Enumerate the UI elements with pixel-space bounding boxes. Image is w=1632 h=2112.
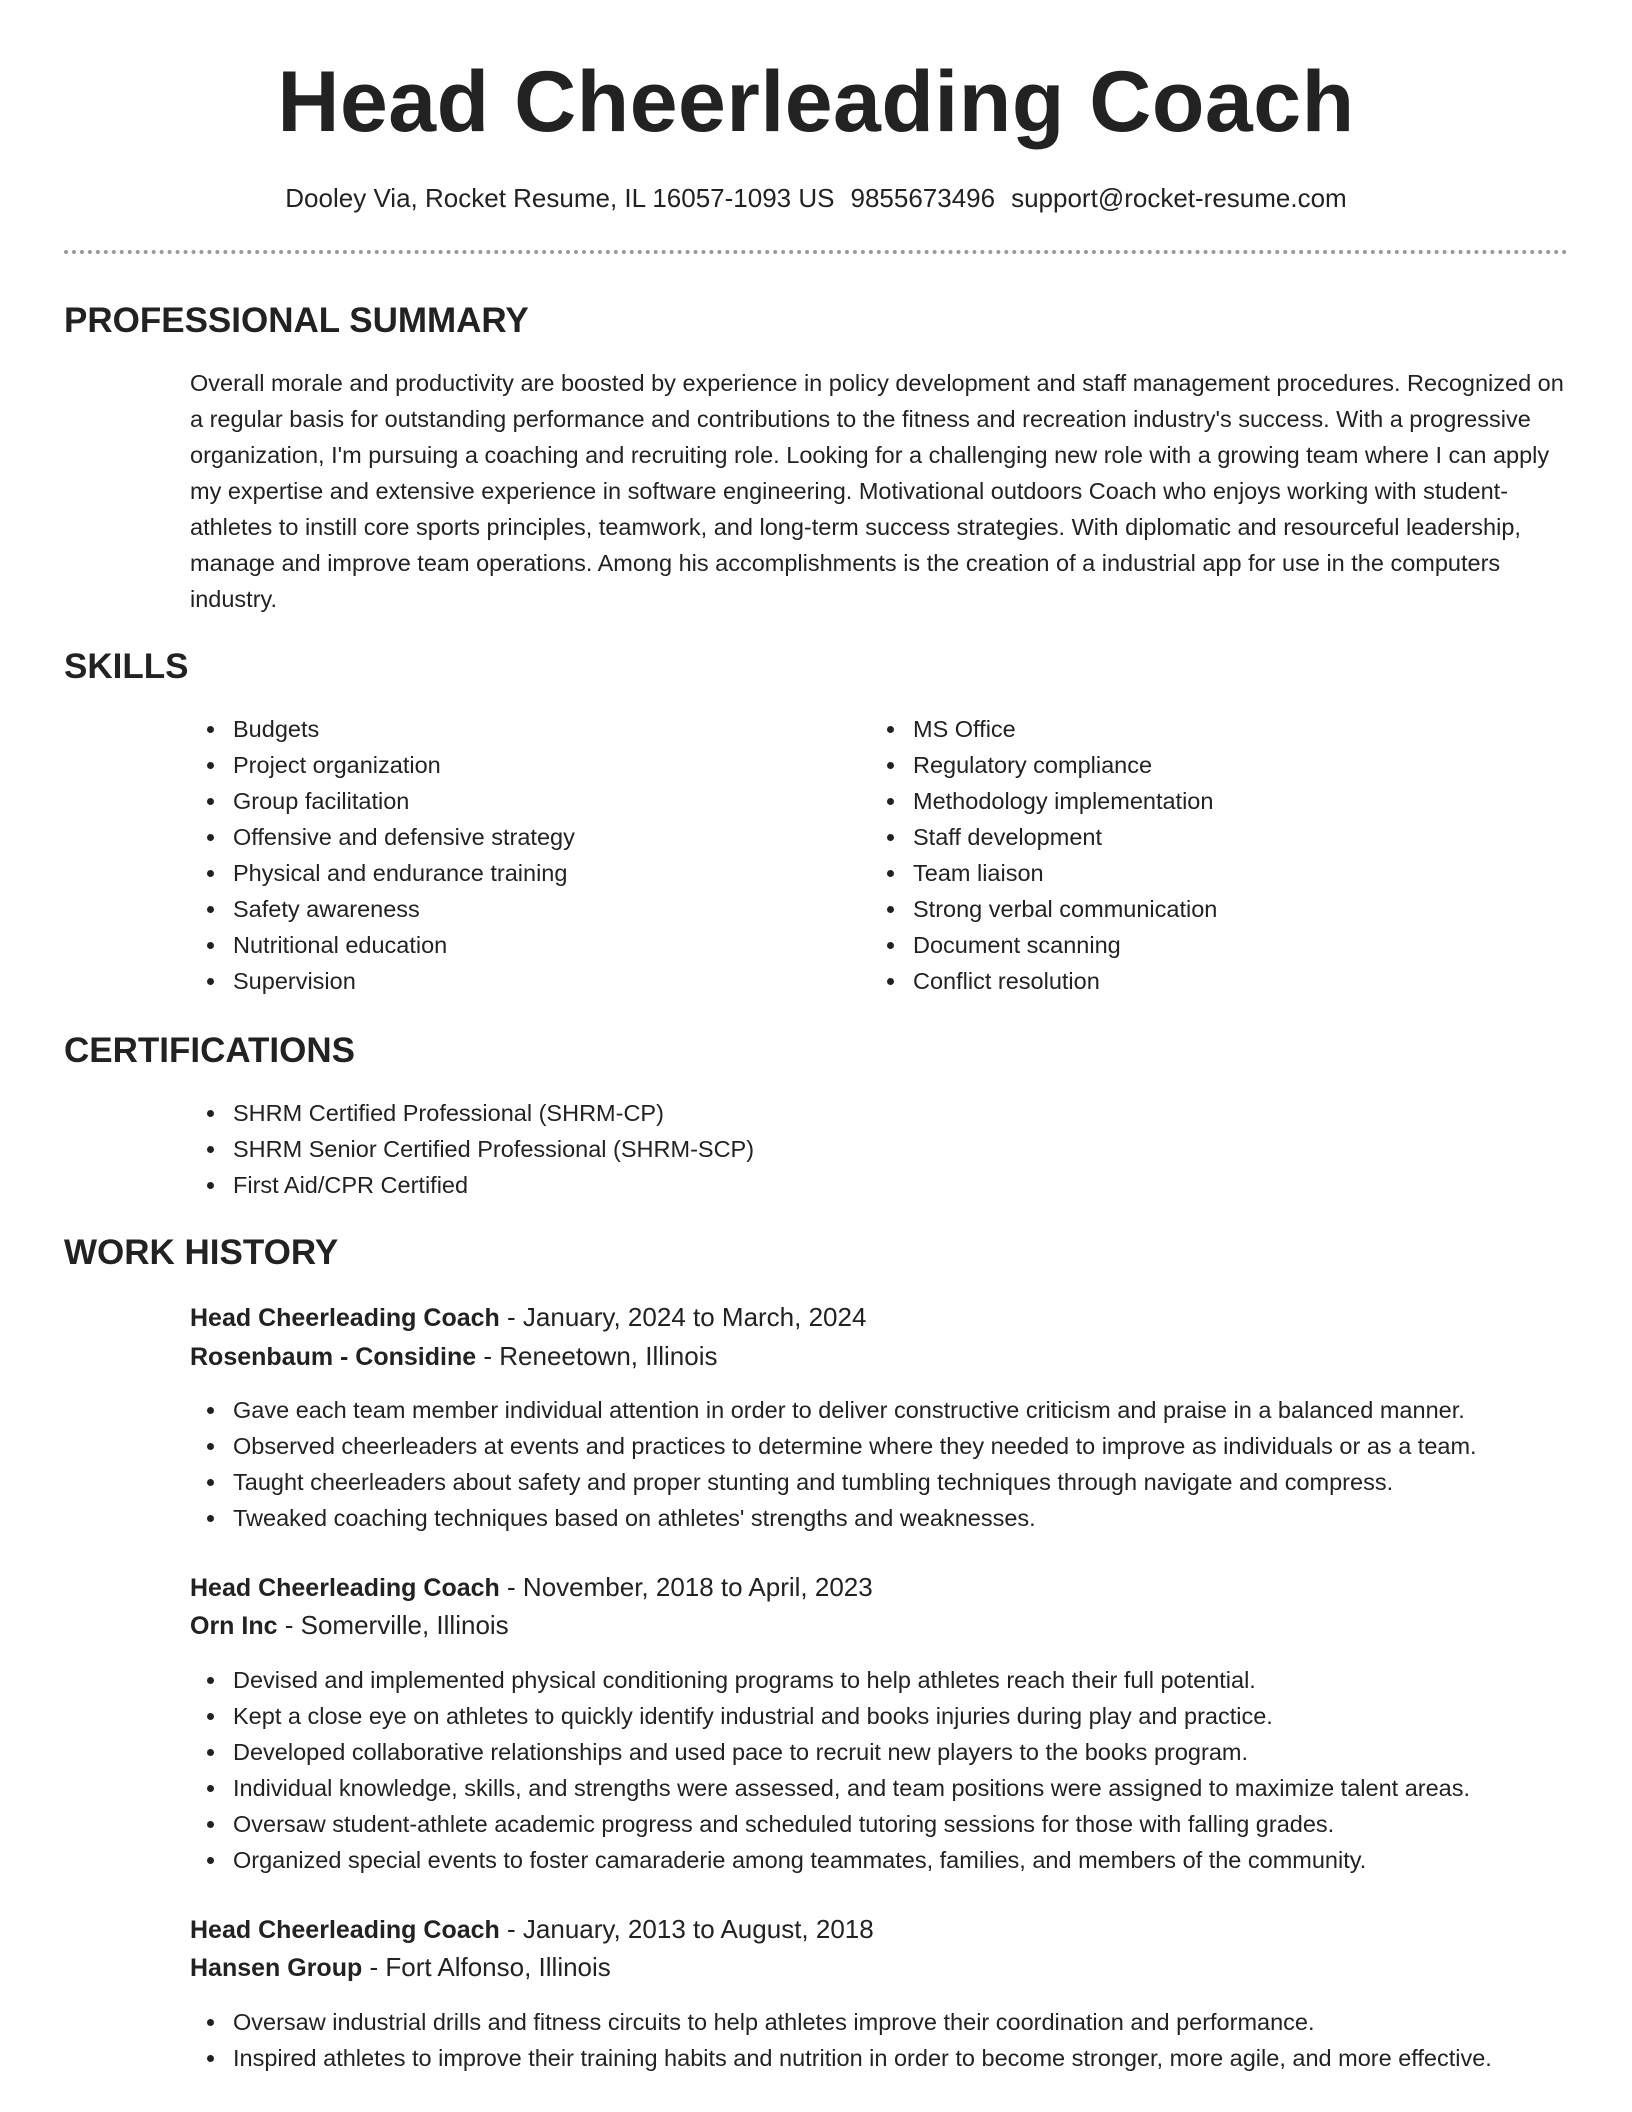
- contact-phone: 9855673496: [850, 183, 996, 213]
- skill-item: Offensive and defensive strategy: [233, 819, 853, 855]
- job-title: Head Cheerleading Coach: [190, 1916, 500, 1944]
- skill-item: Nutritional education: [233, 927, 853, 963]
- skill-item: Project organization: [233, 747, 853, 783]
- skill-item: Supervision: [233, 963, 853, 999]
- contact-line: [0, 180, 1632, 216]
- job-duty-item: Inspired athletes to improve their training habits and nutrition in order to become stronger, more agile, and more effective.: [233, 2040, 1533, 2076]
- job-dates: - January, 2024 to March, 2024: [499, 1302, 867, 1332]
- certification-item: First Aid/CPR Certified: [233, 1167, 1573, 1203]
- job-duty-item: Organized special events to foster camaraderie among teammates, families, and members of the community.: [233, 1842, 1632, 1878]
- job-duty-item: Taught cheerleaders about safety and proper stunting and tumbling techniques through navigate and compress.: [233, 1464, 1632, 1500]
- job-title-line: [190, 1298, 866, 1337]
- skill-item: Staff development: [913, 819, 1573, 855]
- section-title-summary: PROFESSIONAL SUMMARY: [64, 301, 529, 340]
- job-duty-item: Gave each team member individual attention in order to deliver constructive criticism and praise in a balanced manner.: [233, 1392, 1632, 1428]
- job-location: - Fort Alfonso, Illinois: [362, 1952, 611, 1982]
- job-location: - Reneetown, Illinois: [476, 1341, 718, 1371]
- section-title-certifications: CERTIFICATIONS: [64, 1031, 356, 1070]
- job-duties-list: [190, 2004, 1533, 2076]
- skills-list-left: [190, 711, 853, 999]
- job-company: Rosenbaum - Considine: [190, 1343, 477, 1371]
- job-dates: - January, 2013 to August, 2018: [499, 1914, 874, 1944]
- skill-item: Team liaison: [913, 855, 1573, 891]
- skill-item: Methodology implementation: [913, 783, 1573, 819]
- job-duty-item: Oversaw industrial drills and fitness circuits to help athletes improve their coordination and performance.: [233, 2004, 1533, 2040]
- skill-item: Strong verbal communication: [913, 891, 1573, 927]
- skill-item: Budgets: [233, 711, 853, 747]
- skill-item: Group facilitation: [233, 783, 853, 819]
- skill-item: Regulatory compliance: [913, 747, 1573, 783]
- job-title-line: [190, 1568, 873, 1607]
- job-duties-list: [190, 1662, 1632, 1878]
- job-company: Orn Inc: [190, 1612, 278, 1640]
- header-divider: [64, 250, 1568, 254]
- job-company: Hansen Group: [190, 1954, 363, 1982]
- skill-item: Physical and endurance training: [233, 855, 853, 891]
- skill-item: Safety awareness: [233, 891, 853, 927]
- skill-item: Conflict resolution: [913, 963, 1573, 999]
- job-company-line: [190, 1948, 611, 1987]
- job-dates: - November, 2018 to April, 2023: [499, 1572, 873, 1602]
- section-title-skills: SKILLS: [64, 647, 189, 686]
- skill-item: MS Office: [913, 711, 1573, 747]
- job-duties-list: [190, 1392, 1632, 1536]
- skill-item: Document scanning: [913, 927, 1573, 963]
- contact-address: Dooley Via, Rocket Resume, IL 16057-1093 US: [285, 183, 835, 213]
- summary-text: Overall morale and productivity are boosted by experience in policy development and staff management procedures. Recognized on a regular basis for outstanding performance and contributions to the fitness and recreation industry's success. With a progressive organization, I'm pursuing a coaching and recruiting role. Looking for a challenging new role with a growing team where I can apply my expertise and extensive experience in software engineering. Motivational outdoors Coach who enjoys working with student-athletes to instill core sports principles, teamwork, and long-term success strategies. With diplomatic and resourceful leadership, manage and improve team operations. Among his accomplishments is the creation of a industrial app for use in the computers industry.: [190, 370, 1564, 612]
- job-duty-item: Tweaked coaching techniques based on athletes' strengths and weaknesses.: [233, 1500, 1632, 1536]
- job-duty-item: Kept a close eye on athletes to quickly identify industrial and books injuries during play and practice.: [233, 1698, 1632, 1734]
- contact-email[interactable]: support@rocket-resume.com: [1011, 183, 1347, 213]
- job-company-line: [190, 1337, 717, 1376]
- job-duty-item: Observed cheerleaders at events and practices to determine where they needed to improve as individuals or as a team.: [233, 1428, 1632, 1464]
- job-location: - Somerville, Illinois: [277, 1610, 509, 1640]
- job-duty-item: Developed collaborative relationships and used pace to recruit new players to the books program.: [233, 1734, 1632, 1770]
- job-duty-item: Oversaw student-athlete academic progress and scheduled tutoring sessions for those with falling grades.: [233, 1806, 1632, 1842]
- certification-item: SHRM Certified Professional (SHRM-CP): [233, 1095, 1573, 1131]
- job-duty-item: Individual knowledge, skills, and strengths were assessed, and team positions were assigned to maximize talent areas.: [233, 1770, 1632, 1806]
- job-company-line: [190, 1606, 509, 1645]
- section-title-work-history: WORK HISTORY: [64, 1233, 339, 1272]
- job-title: Head Cheerleading Coach: [190, 1574, 500, 1602]
- job-duty-item: Devised and implemented physical conditioning programs to help athletes reach their full potential.: [233, 1662, 1632, 1698]
- job-title: Head Cheerleading Coach: [190, 1304, 500, 1332]
- certification-item: SHRM Senior Certified Professional (SHRM-SCP): [233, 1131, 1573, 1167]
- resume-name: Head Cheerleading Coach: [277, 54, 1355, 150]
- skills-list-right: [870, 711, 1573, 999]
- job-title-line: [190, 1910, 874, 1949]
- certifications-list: [190, 1095, 1573, 1203]
